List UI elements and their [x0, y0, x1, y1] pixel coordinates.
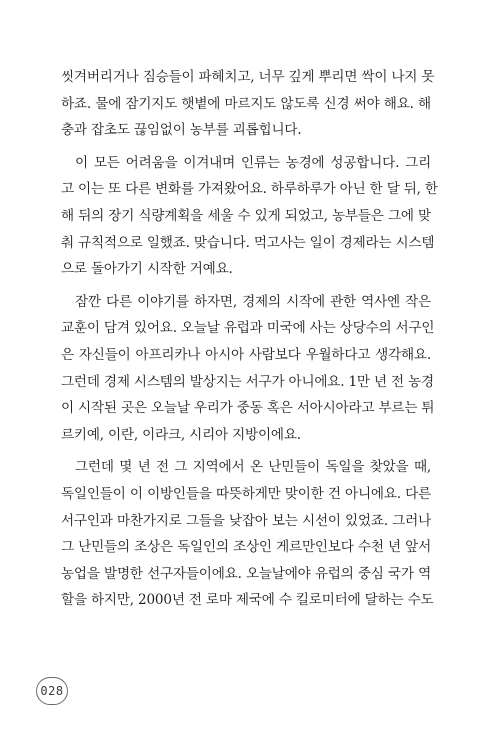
text-line: 농업을 발명한 선구자들이에요. 오늘날에야 유럽의 중심 국가 역 — [61, 565, 431, 582]
text-line: 은 자신들이 아프리카나 아시아 사람보다 우월하다고 생각해요. — [61, 346, 431, 363]
paragraph — [61, 150, 438, 283]
text-line: 그 난민들의 조상은 독일인의 조상인 게르만인보다 수천 년 앞서 — [61, 539, 431, 556]
text-line: 이 모든 어려움을 이겨내며 인류는 농경에 성공합니다. 그리 — [75, 154, 431, 171]
text-line: 충과 잡초도 끊임없이 농부를 괴롭힙니다. — [61, 122, 302, 139]
text-line: 교훈이 담겨 있어요. 오늘날 유럽과 미국에 사는 상당수의 서구인 — [61, 320, 435, 337]
text-line: 으로 돌아가기 시작한 거예요. — [61, 261, 233, 278]
paragraph — [61, 289, 435, 449]
text-line: 이 시작된 곳은 오늘날 우리가 중동 혹은 서아시아라고 부르는 튀 — [61, 400, 435, 417]
text-line: 그런데 몇 년 전 그 지역에서 온 난민들이 독일을 찾았을 때, — [75, 459, 431, 476]
text-line: 독일인들이 이 이방인들을 따뜻하게만 맞이한 건 아니에요. 다른 — [61, 485, 431, 502]
text-line: 그런데 경제 시스템의 발상지는 서구가 아니에요. 1만 년 전 농경 — [61, 373, 434, 390]
text-line: 춰 규칙적으로 일했죠. 맞습니다. 먹고사는 일이 경제라는 시스템 — [61, 234, 435, 251]
text-line: 할을 하지만, 2000년 전 로마 제국에 수 킬로미터에 달하는 수도 — [61, 592, 434, 609]
body-text — [61, 64, 438, 614]
text-line: 해 뒤의 장기 식량계획을 세울 수 있게 되었고, 농부들은 그에 맞 — [61, 207, 431, 224]
text-line: 씻겨버리거나 짐승들이 파헤치고, 너무 깊게 뿌리면 싹이 나지 못 — [61, 69, 435, 85]
text-line: 고 이는 또 다른 변화를 가져왔어요. 하루하루가 아닌 한 달 뒤, 한 — [61, 181, 438, 198]
text-line: 서구인과 마찬가지로 그들을 낮잡아 보는 시선이 있었죠. 그러나 — [61, 512, 431, 529]
text-line: 잠깐 다른 이야기를 하자면, 경제의 시작에 관한 역사엔 작은 — [75, 293, 431, 310]
text-line: 하죠. 물에 잠기지도 햇볕에 마르지도 않도록 신경 써야 해요. 해 — [61, 95, 431, 112]
paragraph — [61, 64, 435, 144]
paragraph — [61, 454, 434, 614]
text-line: 르키예, 이란, 이라크, 시리아 지방이에요. — [61, 426, 301, 443]
page-number: 028 — [36, 677, 68, 705]
